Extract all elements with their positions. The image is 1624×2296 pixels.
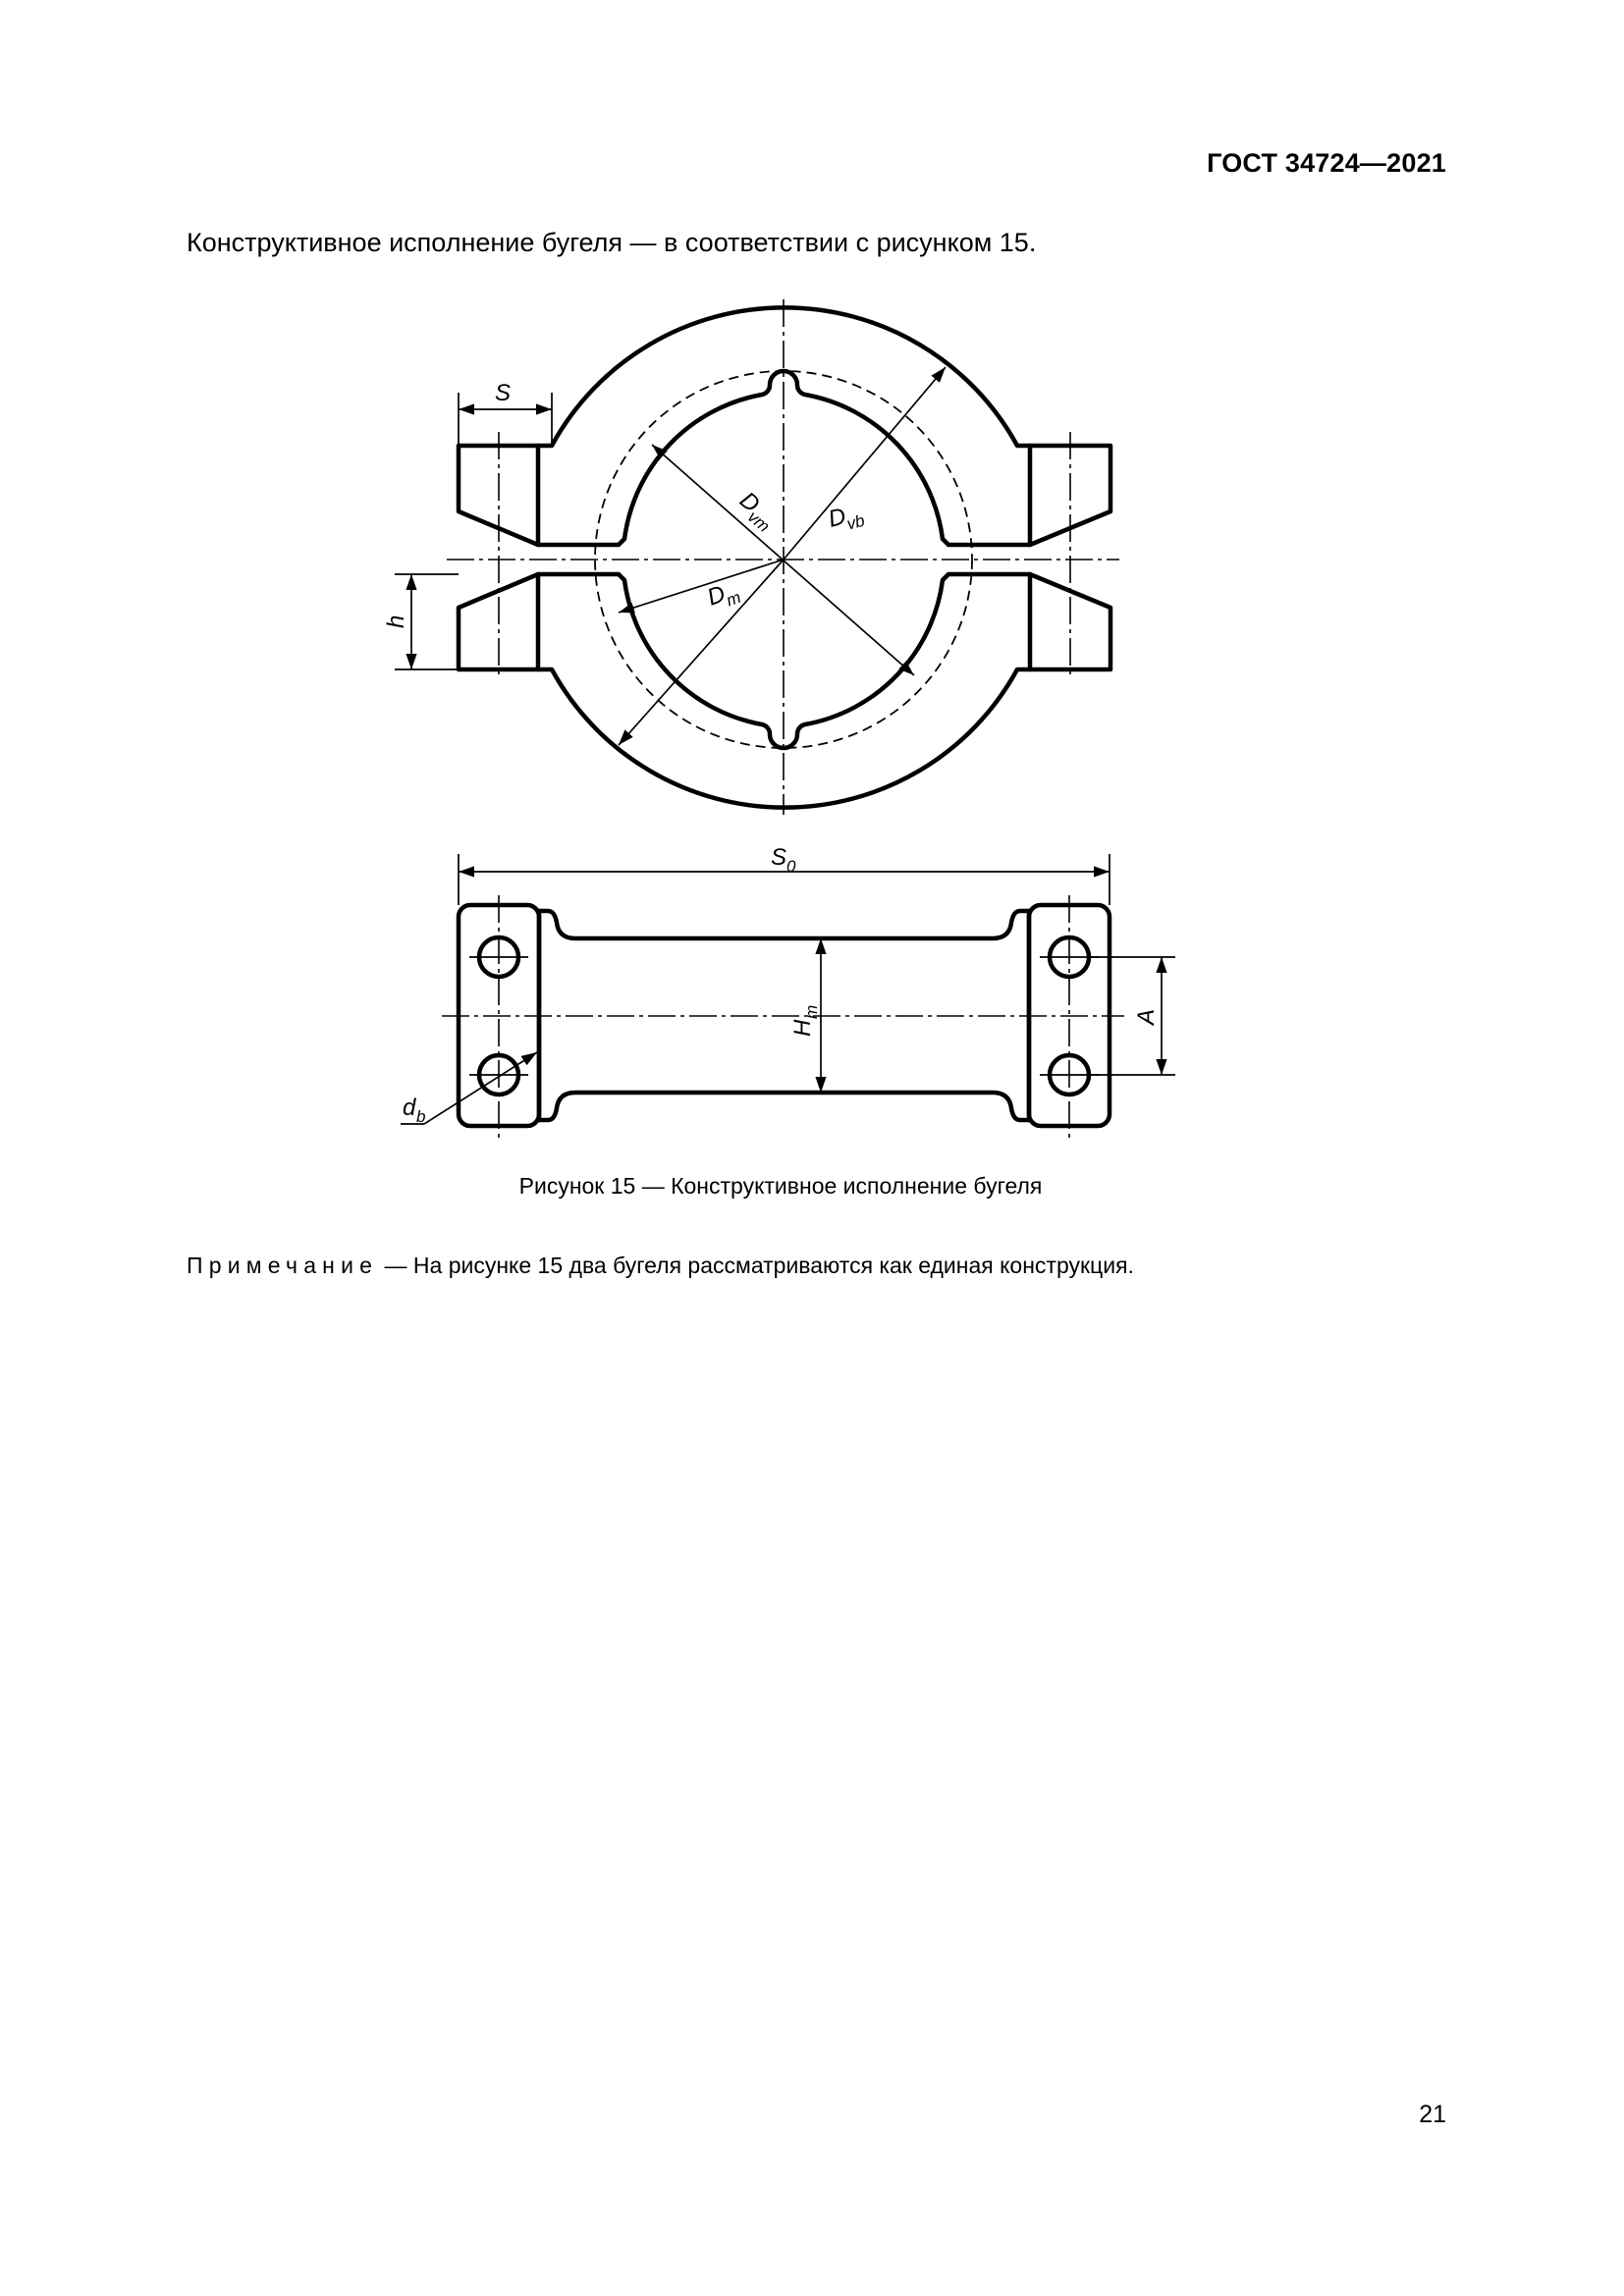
label-s: S [495, 380, 512, 406]
note-label: Примечание [187, 1253, 379, 1278]
lower-half-outline [459, 574, 1110, 808]
clamp-top-view [395, 299, 1119, 815]
clamp-body [539, 911, 1029, 938]
svg-text:H: H [789, 1019, 816, 1037]
svg-text:vb: vb [844, 510, 867, 534]
label-d-b [403, 1095, 425, 1126]
svg-text:m: m [802, 1004, 821, 1019]
label-h: h [383, 614, 409, 628]
clamp-side-view [401, 854, 1175, 1139]
upper-half-outline [459, 307, 1110, 545]
figure-caption: Рисунок 15 — Конструктивное исполнение бугеля [518, 1173, 1043, 1199]
svg-text:S: S [771, 844, 787, 871]
svg-text:vm: vm [743, 507, 774, 536]
svg-text:D: D [734, 486, 765, 518]
intro-paragraph: Конструктивное исполнение бугеля — в соответствии с рисунком 15. [187, 228, 1037, 257]
label-a: A [1133, 1008, 1160, 1025]
label-d-m [704, 576, 743, 616]
note-text: — На рисунке 15 два бугеля рассматриваются как единая конструкция. [378, 1253, 1134, 1278]
svg-text:D: D [825, 503, 849, 533]
svg-text:m: m [724, 587, 744, 611]
document-code: ГОСТ 34724—2021 [1207, 148, 1446, 178]
svg-text:b: b [416, 1107, 426, 1126]
page-number: 21 [1419, 2101, 1446, 2128]
note [187, 1253, 1134, 1279]
label-h-m [789, 1005, 821, 1037]
svg-text:D: D [703, 580, 730, 612]
label-d-vm [731, 487, 782, 536]
svg-text:0: 0 [786, 857, 796, 876]
label-d-vb [826, 499, 867, 538]
svg-text:d: d [403, 1095, 416, 1121]
